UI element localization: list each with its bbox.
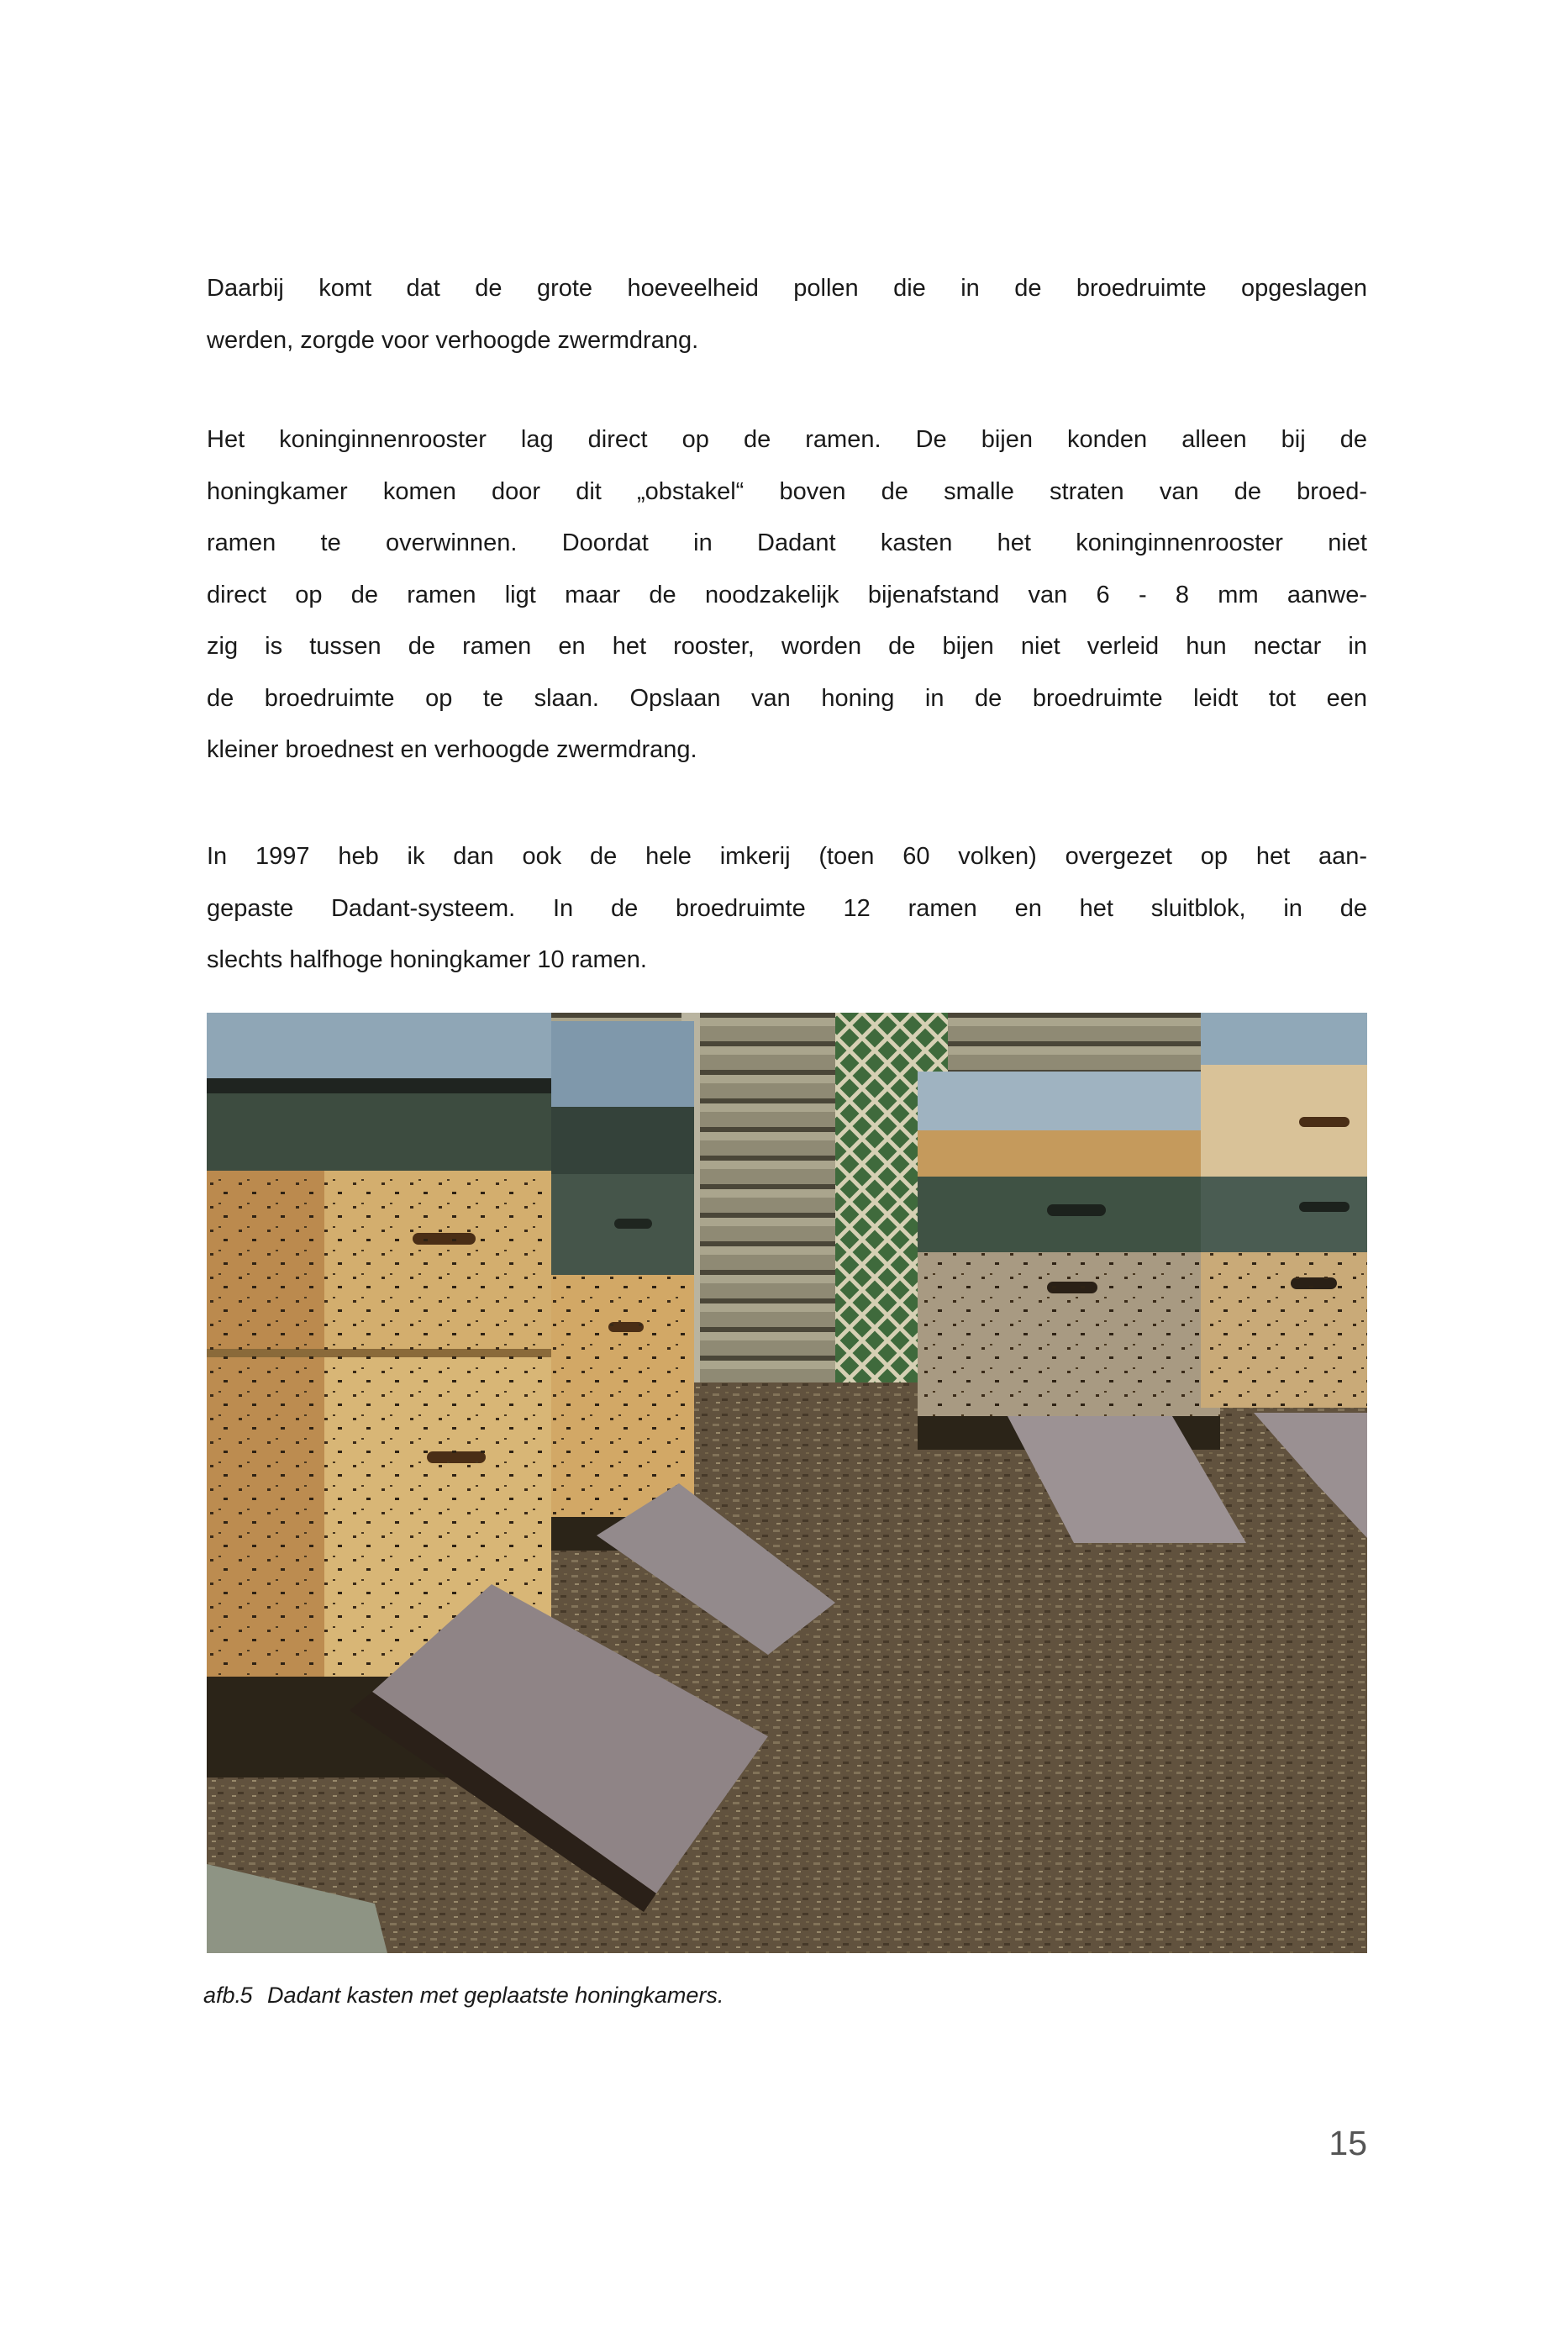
hive-3-handle-green (1047, 1204, 1106, 1216)
hive-4-bees (1201, 1252, 1367, 1408)
paragraph-3 (207, 831, 1367, 987)
hive-1-green-box (207, 1093, 551, 1171)
hive-3-lid (918, 1072, 1220, 1130)
paragraph-1 (207, 263, 1367, 366)
text-line: Daarbij komt dat de grote hoeveelheid pollen die in de broedruimte opgeslagen (207, 275, 1367, 302)
text-line: direct op de ramen ligt maar de noodzakelijk bijenafstand van 6 - 8 mm aanwe- (207, 581, 1367, 608)
text-line: slechts halfhoge honingkamer 10 ramen. (207, 946, 647, 973)
hive-4-handle-green (1299, 1202, 1350, 1212)
paragraph-2 (207, 414, 1367, 777)
hive-2-green-box-upper (551, 1107, 694, 1174)
hive-2-lid (551, 1021, 694, 1107)
text-line: In 1997 heb ik dan ook de hele imkerij (toen 60 volken) overgezet op het aan- (207, 843, 1367, 870)
figure-caption (203, 1975, 723, 2015)
figure-caption-text: Dadant kasten met geplaatste honingkamers. (267, 1983, 724, 2008)
hive-1-lid (207, 1013, 551, 1078)
text-line: de broedruimte op te slaan. Opslaan van honing in de broedruimte leidt tot een (207, 684, 1367, 712)
hive-3-wood-strip (918, 1130, 1220, 1177)
text-line: kleiner broednest en verhoogde zwermdrang. (207, 736, 697, 763)
text-line: honingkamer komen door dit „obstakel“ boven de smalle straten van de broed- (207, 477, 1367, 505)
beehive-photo-illustration (207, 1013, 1367, 1953)
text-line: zig is tussen de ramen en het rooster, worden de bijen niet verleid hun nectar in (207, 633, 1367, 660)
text-line: Het koninginnenrooster lag direct op de ramen. De bijen konden alleen bij de (207, 426, 1367, 453)
figure-label: afb. (203, 1983, 242, 2008)
hive-3-bees (918, 1252, 1220, 1416)
hive-2-handle (614, 1219, 652, 1229)
hive-4-lid (1201, 1013, 1367, 1065)
text-line: gepaste Dadant-systeem. In de broedruimte 12 ramen en het sluitblok, in de (207, 894, 1367, 922)
figure-photo-beehives (207, 1013, 1367, 1953)
text-line: werden, zorgde voor verhoogde zwermdrang. (207, 326, 699, 354)
hive-4-green-box (1201, 1177, 1367, 1252)
hive-1-lid-shadow (207, 1078, 551, 1093)
hive-4-handle-upper (1299, 1117, 1350, 1127)
text-line: ramen te overwinnen. Doordat in Dadant kasten het koninginnenrooster niet (207, 529, 1367, 556)
hive-2-bees (551, 1275, 694, 1519)
figure-number: 5 (239, 1983, 253, 2008)
page-number: 15 (1329, 2124, 1367, 2162)
